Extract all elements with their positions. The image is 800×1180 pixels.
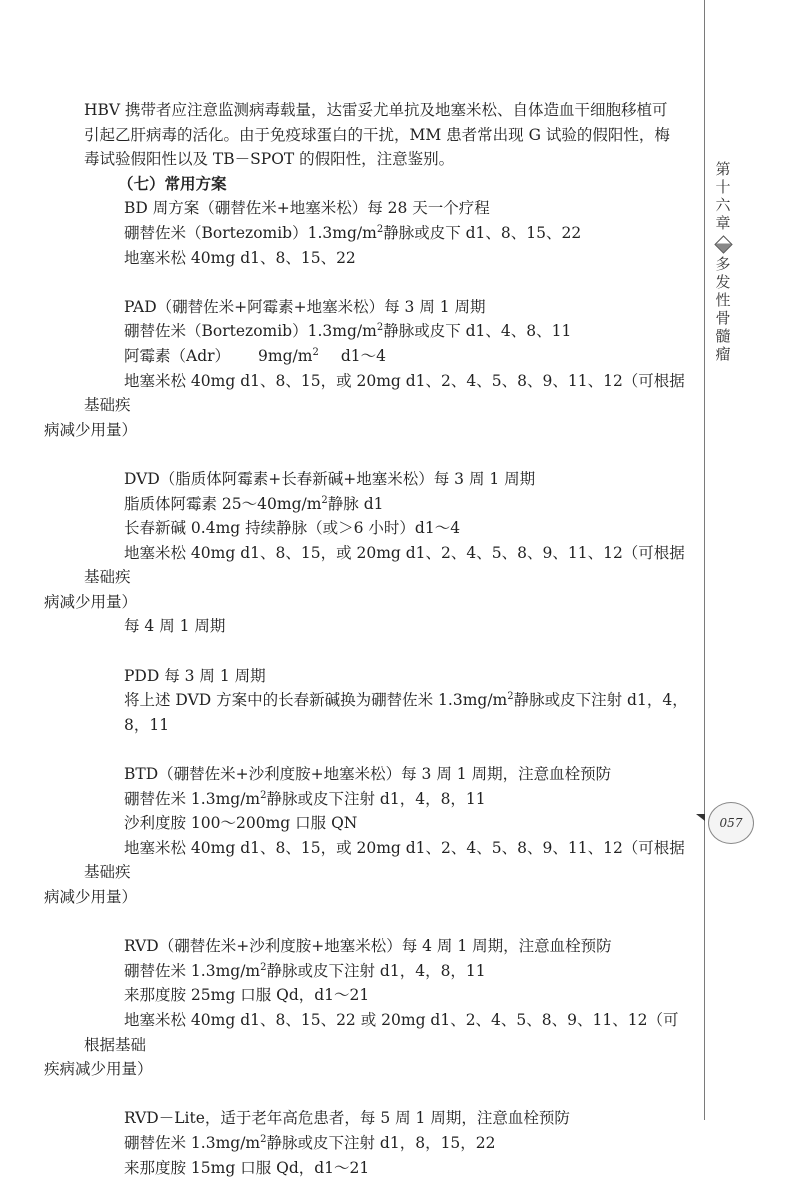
margin-divider [704,0,705,1120]
regimen-btd-line-2: 沙利度胺 100～200mg 口服 QN [124,814,358,833]
chapter-label-char: 六 [715,196,731,214]
chapter-title-char: 骨 [715,309,731,327]
regimen-rvd-line-1: 硼替佐米 $1.3mg/m^2$静脉或皮下注射 d1，4，8，11 [124,961,486,980]
regimen-btd-title: BTD（硼替佐米+沙利度胺+地塞米松）每 3 周 1 周期，注意血栓预防 [124,765,612,784]
page-number: 057 [719,816,743,830]
regimen-rvd-lite-line-2: 来那度胺 15mg 口服 Qd，d1～21 [124,1158,370,1177]
regimen-bd-line-1: 硼替佐米$(Bortezomib)1.3mg/m^2$静脉或皮下 d1、8、15、22 [124,223,582,242]
page-number-badge [708,802,754,844]
chapter-title-char: 瘤 [715,345,731,363]
intro-line-2: 引起乙肝病毒的活化。由于免疫球蛋白的干扰，MM 患者常出现 G 试验的假阳性，梅 [84,125,670,144]
regimen-rvd-lite-title: RVD－Lite，适于老年高危患者，每 5 周 1 周期，注意血栓预防 [124,1109,570,1128]
regimen-rvd-line-2: 来那度胺 25mg 口服 Qd，d1～21 [124,986,370,1005]
regimen-rvd-lite-line-1: 硼替佐米 $1.3mg/m^2$静脉或皮下注射 d1，8，15，22 [124,1133,496,1152]
regimen-dvd-line-2: 长春新碱 0.4mg 持续静脉（或＞6 小时）d1～4 [124,519,461,538]
chapter-title-char: 发 [715,273,731,291]
chapter-title-char: 髓 [715,327,731,345]
regimen-pad-line-3: 地塞米松 40mg d1、8、15，或 20mg d1、2、4、5、8、9、11、12（可根据基础疾 病减少用量） [44,371,685,439]
regimen-rvd-line-3: 地塞米松 40mg d1、8、15、22 或 20mg d1、2、4、5、8、9、11、12（可根据基础 疾病减少用量） [44,1010,679,1079]
chapter-label-char: 十 [715,178,731,196]
regimen-dvd-line-4: 每 4 周 1 周期 [124,617,226,636]
intro-line-1: HBV 携带者应注意监测病毒载量，达雷妥尤单抗及地塞米松、自体造血干细胞移植可 [84,101,668,119]
regimen-pdd-line-1: 将上述 DVD 方案中的长春新碱换为硼替佐米 $1.3mg/m^2$静脉或皮下注射 d1，4，8，11 [124,691,688,734]
ribbon-icon [696,814,705,821]
chapter-label-char: 章 [715,214,731,232]
regimen-bd-line-2: 地塞米松 40mg d1、8、15、22 [124,248,356,267]
chapter-sidebar [711,160,735,363]
section-heading: （七）常用方案 [118,174,227,193]
regimen-rvd-title: RVD（硼替佐米+沙利度胺+地塞米松）每 4 周 1 周期，注意血栓预防 [124,937,612,956]
regimen-dvd-title: DVD（脂质体阿霉素+长春新碱+地塞米松）每 3 周 1 周期 [124,469,536,488]
chapter-title-char: 多 [715,255,731,273]
regimen-pad-line-2: 阿霉素（Adr） $9mg/m^2$ d1～4 [124,346,386,365]
regimen-dvd-line-3: 地塞米松 40mg d1、8、15，或 20mg d1、2、4、5、8、9、11、12（可根据基础疾 病减少用量） [44,543,685,611]
regimen-dvd-line-1: 脂质体阿霉素 $25\sim 40mg/m^2$静脉 d1 [124,494,384,513]
regimen-btd-line-1: 硼替佐米 $1.3mg/m^2$静脉或皮下注射 d1，4，8，11 [124,789,486,808]
regimen-pad-line-1: 硼替佐米$(Bortezomib)1.3mg/m^2$静脉或皮下 d1、4、8、11 [124,322,572,341]
regimen-pdd-title: PDD 每 3 周 1 周期 [124,666,266,685]
regimen-pad-title: PAD（硼替佐米+阿霉素+地塞米松）每 3 周 1 周期 [124,297,486,316]
chapter-title-char: 性 [715,291,731,309]
chapter-label-char: 第 [715,160,731,178]
diamond-icon [714,235,732,253]
regimen-bd-title: BD 周方案（硼替佐米+地塞米松）每 28 天一个疗程 [124,199,490,218]
intro-line-3: 毒试验假阳性以及 TB－SPOT 的假阳性，注意鉴别。 [84,150,455,169]
body-text [44,98,692,1180]
regimen-btd-line-3: 地塞米松 40mg d1、8、15，或 20mg d1、2、4、5、8、9、11、12（可根据基础疾 病减少用量） [44,838,685,906]
